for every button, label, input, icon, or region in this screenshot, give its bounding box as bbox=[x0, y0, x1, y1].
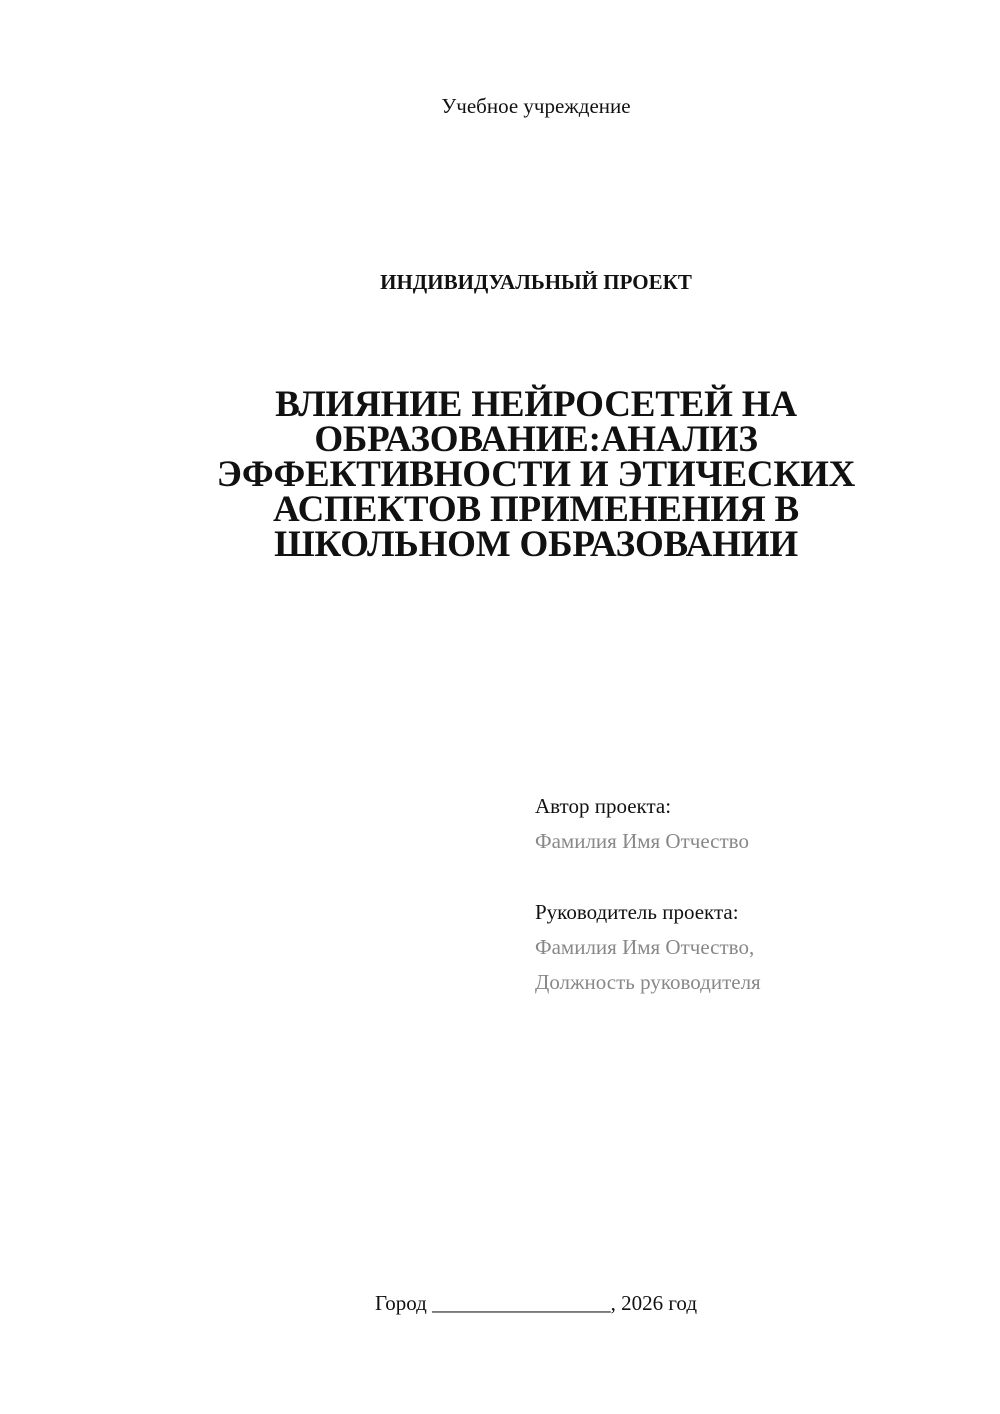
project-title-line: ОБРАЗОВАНИЕ:АНАЛИЗ bbox=[314, 419, 758, 460]
project-title bbox=[180, 384, 892, 565]
supervisor-name: Фамилия Имя Отчество, bbox=[535, 935, 755, 959]
credits-spacer bbox=[535, 859, 975, 895]
project-title-line: ЭФФЕКТИВНОСТИ И ЭТИЧЕСКИХ bbox=[216, 454, 856, 495]
project-title-line: АСПЕКТОВ ПРИМЕНЕНИЯ В bbox=[272, 489, 799, 530]
project-title-line: ШКОЛЬНОМ ОБРАЗОВАНИИ bbox=[274, 524, 798, 565]
project-title-line: ВЛИЯНИЕ НЕЙРОСЕТЕЙ НА bbox=[275, 384, 797, 425]
institution-name: Учебное учреждение bbox=[441, 94, 631, 118]
city-year-line: Город _________________, 2026 год bbox=[374, 1291, 698, 1315]
supervisor-position: Должность руководителя bbox=[535, 970, 761, 994]
author-name: Фамилия Имя Отчество bbox=[535, 829, 749, 853]
credits-block bbox=[535, 789, 975, 1000]
project-type-heading: ИНДИВИДУАЛЬНЫЙ ПРОЕКТ bbox=[380, 270, 692, 294]
author-label: Автор проекта: bbox=[535, 794, 672, 818]
supervisor-label: Руководитель проекта: bbox=[535, 900, 739, 924]
